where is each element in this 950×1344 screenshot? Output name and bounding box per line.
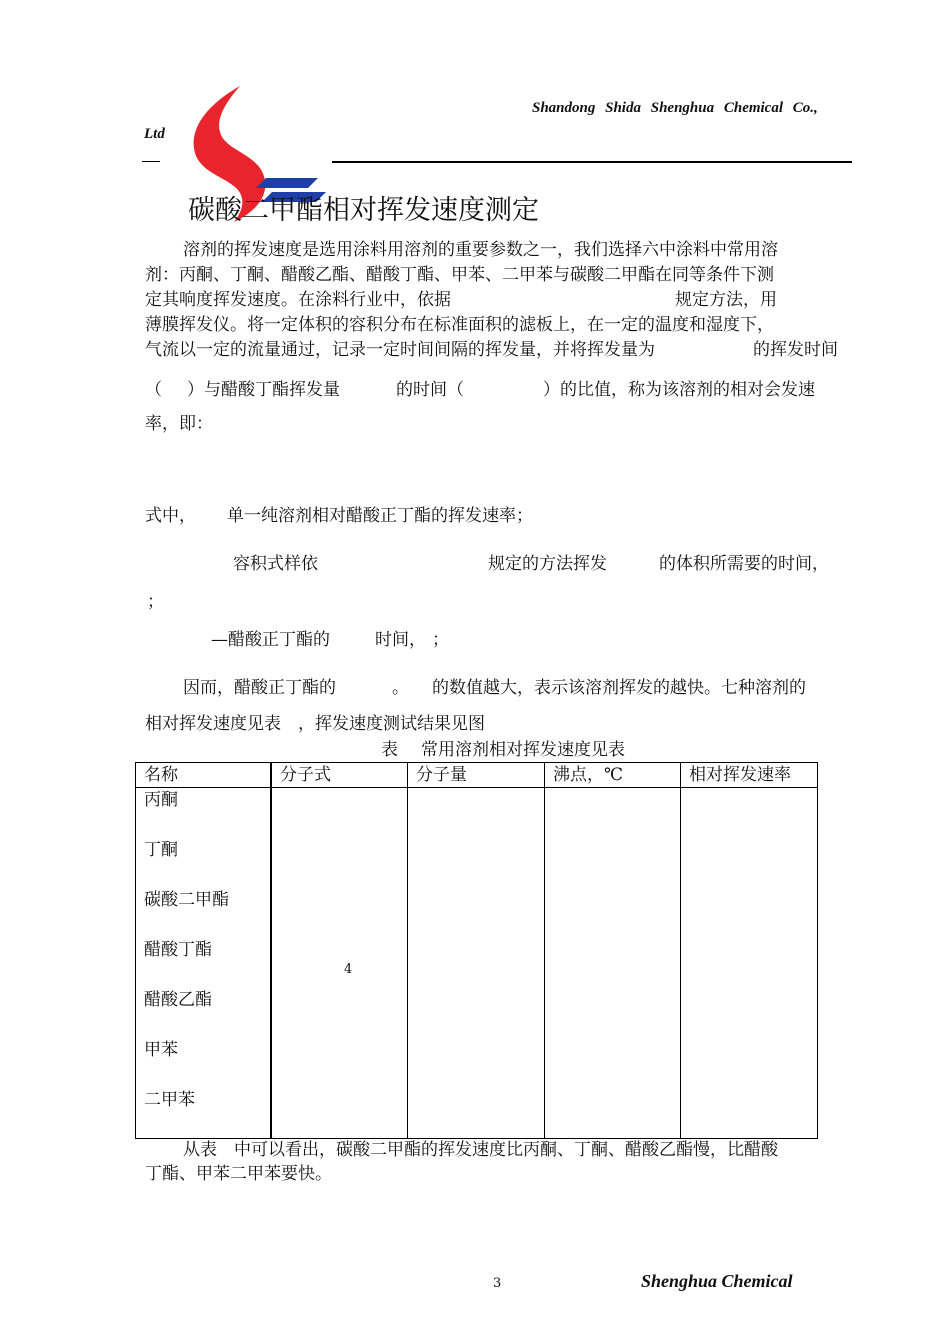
table-caption: 常用溶剂相对挥发速度见表 <box>421 740 625 760</box>
where-label: 式中， <box>145 506 196 526</box>
table-rate-column <box>681 788 818 1139</box>
where-def-2b: 规定的方法挥发 <box>488 554 607 574</box>
intro-line-6b: ）与醋酸丁酯挥发量 <box>187 380 340 400</box>
where-def-3c: ； <box>432 630 449 650</box>
table-header-boiling: 沸点，℃ <box>545 763 681 788</box>
table-cell-name: 醋酸丁酯 <box>144 940 212 960</box>
table-boiling-column <box>545 788 681 1139</box>
table-formula-column <box>271 788 408 1139</box>
where-def-3a: —醋酸正丁酯的 <box>211 630 330 650</box>
table-cell-name: 碳酸二甲酯 <box>144 890 229 910</box>
conclusion-line-1b: 。 <box>392 678 409 698</box>
table-header-formula: 分子式 <box>271 763 408 788</box>
intro-line-6c: 的时间（ <box>396 380 464 400</box>
table-header-rate: 相对挥发速率 <box>681 763 818 788</box>
conclusion-line-1a: 因而，醋酸正丁酯的 <box>183 678 336 698</box>
table-cell-name: 丁酮 <box>144 840 178 860</box>
where-def-2c: 的体积所需要的时间， <box>659 554 829 574</box>
intro-line-6a: （ <box>145 380 162 400</box>
table-cell-name: 二甲苯 <box>144 1090 195 1110</box>
table-header-row <box>136 763 818 788</box>
page-number: 3 <box>493 1276 502 1291</box>
header-rule <box>332 161 852 163</box>
table-cell-name: 甲苯 <box>144 1040 178 1060</box>
where-def-3b: 时间， <box>375 630 426 650</box>
header-company: Shandong Shida Shenghua Chemical Co., <box>532 100 818 116</box>
where-def-2a: 容积式样依 <box>233 554 318 574</box>
intro-line-2: 剂：丙酮、丁酮、醋酸乙酯、醋酸丁酯、甲苯、二甲苯与碳酸二甲酯在同等条件下测 <box>145 265 774 285</box>
intro-line-1: 溶剂的挥发速度是选用涂料用溶剂的重要参数之一，我们选择六中涂料中常用溶 <box>183 240 778 260</box>
conclusion-line-1c: 的数值越大，表示该溶剂挥发的越快。七种溶剂的 <box>432 678 806 698</box>
table-cell-name: 丙酮 <box>144 790 178 810</box>
conclusion-line-2: 相对挥发速度见表 ，挥发速度测试结果见图 <box>145 714 485 734</box>
solvent-table <box>135 762 818 1139</box>
table-formula-fragment: 4 <box>344 962 353 977</box>
intro-line-7: 率，即： <box>145 414 213 434</box>
table-weight-column <box>408 788 545 1139</box>
where-semicolon: ； <box>147 592 164 612</box>
table-cell-name: 醋酸乙酯 <box>144 990 212 1010</box>
where-def-1: 单一纯溶剂相对醋酸正丁酯的挥发速率； <box>227 506 533 526</box>
intro-line-5b: 的挥发时间 <box>753 340 838 360</box>
intro-line-4: 薄膜挥发仪。将一定体积的容积分布在标准面积的滤板上，在一定的温度和湿度下， <box>145 315 774 335</box>
header-rule-left <box>142 161 160 162</box>
page-title: 碳酸二甲酯相对挥发速度测定 <box>188 195 539 226</box>
table-header-name: 名称 <box>136 763 272 788</box>
intro-line-6d: ）的比值，称为该溶剂的相对会发速 <box>543 380 815 400</box>
table-caption-label: 表 <box>381 740 398 760</box>
table-name-column <box>136 788 272 1139</box>
intro-line-3a: 定其响度挥发速度。在涂料行业中，依据 <box>145 290 451 310</box>
after-table-line-2: 丁酯、甲苯二甲苯要快。 <box>145 1164 332 1184</box>
intro-line-3b: 规定方法，用 <box>675 290 777 310</box>
header-company-ltd: Ltd <box>144 126 165 142</box>
table-body-row <box>136 788 818 1139</box>
table-header-weight: 分子量 <box>408 763 545 788</box>
intro-line-5a: 气流以一定的流量通过，记录一定时间间隔的挥发量，并将挥发量为 <box>145 340 655 360</box>
footer-company: Shenghua Chemical <box>641 1271 793 1291</box>
after-table-line-1: 从表 中可以看出，碳酸二甲酯的挥发速度比丙酮、丁酮、醋酸乙酯慢，比醋酸 <box>183 1140 778 1160</box>
